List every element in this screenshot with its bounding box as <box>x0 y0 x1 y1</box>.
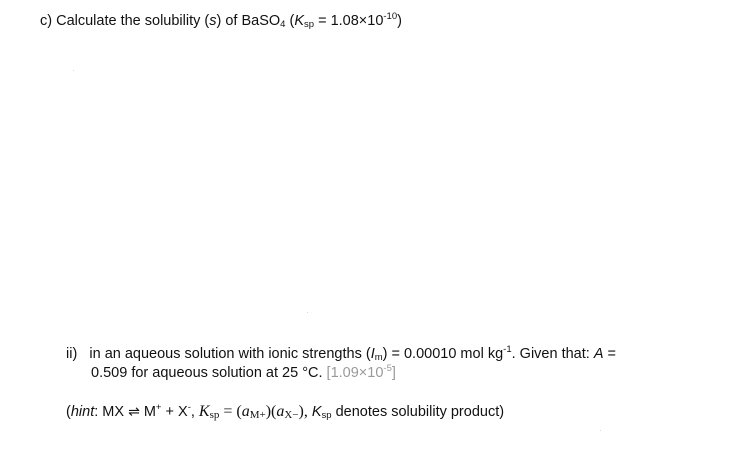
question-ii-text-d: = <box>603 346 616 362</box>
activity-anion-symbol: a <box>276 403 285 420</box>
scan-speck <box>73 70 74 71</box>
hint-line <box>66 402 504 421</box>
answer-close: ] <box>391 365 396 381</box>
ionic-strength-symbol: I <box>370 346 375 362</box>
activity-cation-symbol: a <box>241 403 250 420</box>
hint-ksp2-subscript: sp <box>321 410 332 421</box>
question-ii-text-a: in an aqueous solution with ionic strengths ( <box>89 346 371 362</box>
cation-charge: + <box>155 402 162 413</box>
activity-cation-subscript: M+ <box>249 409 266 421</box>
constant-a-symbol: A <box>593 346 604 362</box>
question-ii-text-e: 0.509 for aqueous solution at 25 °C. <box>91 365 327 381</box>
hint-comma: , <box>190 404 199 420</box>
hint-open: ( <box>66 404 71 420</box>
equilibrium-arrow: ⇌ <box>128 403 140 419</box>
question-c <box>40 12 402 30</box>
ionic-strength-subscript: m <box>374 352 383 363</box>
hint-colon: : MX <box>94 404 129 420</box>
question-c-close: ) <box>397 13 402 29</box>
answer-exponent: -5 <box>383 363 392 374</box>
hint-word: hint <box>70 404 95 420</box>
answer-base: [1.09×10 <box>326 365 384 381</box>
answer-text <box>327 365 396 381</box>
question-ii-line-2 <box>91 364 396 382</box>
ksp-exponent: -10 <box>383 11 398 22</box>
question-c-middle: ) of BaSO <box>216 13 281 29</box>
question-ii-text-c: . Given that: <box>511 346 594 362</box>
anion-charge: - <box>187 402 191 413</box>
baso4-subscript: 4 <box>280 19 286 30</box>
scan-speck <box>600 430 601 431</box>
question-ii-line-1 <box>66 345 616 363</box>
hint-ksp2-symbol: K <box>311 404 322 420</box>
hint-equation-open: = ( <box>219 403 242 420</box>
hint-tail: denotes solubility product) <box>331 404 505 420</box>
ksp-subscript: sp <box>304 19 315 30</box>
kg-exponent: -1 <box>503 344 512 355</box>
hint-ksp-subscript: sp <box>209 409 220 421</box>
question-c-prefix: c) Calculate the solubility ( <box>40 13 210 29</box>
hint-equation-mid: )( <box>265 403 277 420</box>
question-c-open: ( <box>285 13 295 29</box>
hint-anion: + X <box>161 404 188 420</box>
activity-anion-subscript: X− <box>284 409 299 421</box>
hint-ksp-symbol: K <box>198 403 210 420</box>
scan-speck <box>307 312 308 313</box>
question-ii-text-b: ) = 0.00010 mol kg <box>382 346 504 362</box>
ksp-symbol: K <box>294 13 304 29</box>
solubility-symbol: s <box>209 13 217 29</box>
question-ii-label: ii) <box>66 346 78 362</box>
ksp-value: = 1.08×10 <box>314 13 384 29</box>
hint-cation: M <box>139 404 156 420</box>
hint-equation-end: ), <box>298 403 312 420</box>
